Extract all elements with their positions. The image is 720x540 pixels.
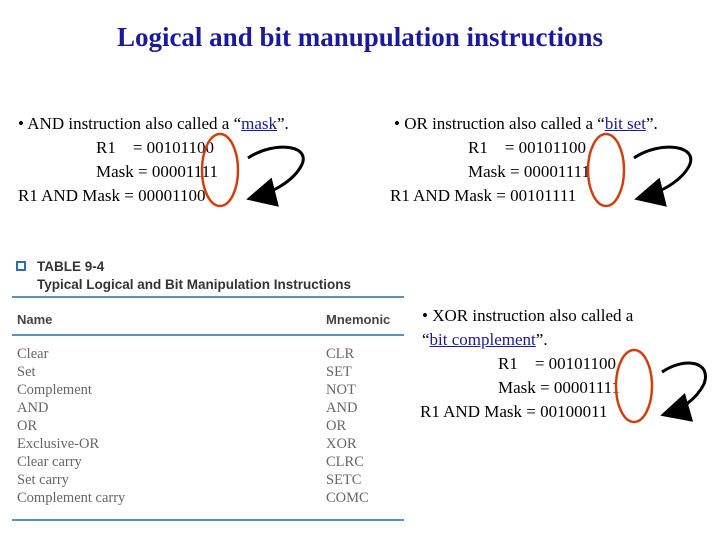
and-desc-suffix: ”. [277,114,289,133]
xor-desc-prefix: “ [422,330,430,349]
and-keyword: mask [241,114,278,133]
table-header-rule [12,334,404,336]
or-r1-line: R1 = 00101100 [468,138,587,157]
instruction-mnemonic: OR [326,418,347,434]
xor-description-line1: • XOR instruction also called a [422,306,634,325]
table-row [12,382,404,400]
column-header-mnemonic: Mnemonic [326,312,391,327]
instruction-mnemonic: SET [326,364,352,380]
and-mask-line: Mask = 00001111 [96,162,218,181]
and-arrow [248,147,303,198]
or-arrow [634,147,691,198]
table-top-rule [12,296,404,298]
xor-mask-line: Mask = 00001111 [498,378,620,397]
table-row [12,364,404,382]
instruction-mnemonic: CLR [326,346,355,362]
or-mask-line: Mask = 00001111 [468,162,590,181]
and-result-line: R1 AND Mask = 00001100 [18,186,206,205]
instruction-name: Complement carry [17,490,126,506]
table-row [12,436,404,454]
table-row [12,400,404,418]
xor-r1-line: R1 = 00101100 [498,354,617,373]
table-box-icon [16,261,26,271]
instruction-table [12,254,404,506]
xor-description-line2 [422,330,548,350]
instruction-mnemonic: NOT [326,382,356,398]
instruction-name: OR [17,418,38,434]
table-row [12,472,404,490]
instruction-name: AND [17,400,49,416]
table-row [12,418,404,436]
and-description [18,114,289,134]
instruction-mnemonic: CLRC [326,454,364,470]
instruction-mnemonic: COMC [326,490,369,506]
slide-title: Logical and bit manupulation instructions [116,22,604,52]
instruction-mnemonic: AND [326,400,358,416]
instruction-name: Clear carry [17,454,82,470]
table-row [12,454,404,472]
instruction-name: Complement [17,382,92,398]
or-desc-suffix: ”. [645,114,658,133]
table-caption [12,254,404,294]
and-desc-prefix: • AND instruction also called a “ [18,114,242,133]
xor-result-line: R1 AND Mask = 00100011 [420,402,608,421]
or-desc-prefix: • OR instruction also called a “ [394,114,605,133]
instruction-name: Set [17,364,36,380]
column-header-name: Name [17,312,53,327]
table-row [12,346,404,364]
xor-circle-highlight [616,350,652,422]
and-r1-line: R1 = 00101100 [96,138,215,157]
table-number: TABLE 9-4 [37,259,105,274]
instruction-mnemonic: XOR [326,436,357,452]
instruction-mnemonic: SETC [326,472,362,488]
instruction-name: Set carry [17,472,69,488]
instruction-name: Clear [17,346,49,362]
table-bottom-rule [12,519,404,521]
xor-arrow [662,363,705,414]
table-row [12,490,404,508]
xor-keyword: bit complement [429,330,536,349]
or-result-line: R1 AND Mask = 00101111 [390,186,577,205]
or-keyword: bit set [604,114,646,133]
or-description [394,114,658,134]
instruction-name: Exclusive-OR [17,436,100,452]
table-title: Typical Logical and Bit Manipulation Instructions [37,277,352,292]
xor-desc-suffix: ”. [535,330,548,349]
or-circle-highlight [588,134,624,206]
